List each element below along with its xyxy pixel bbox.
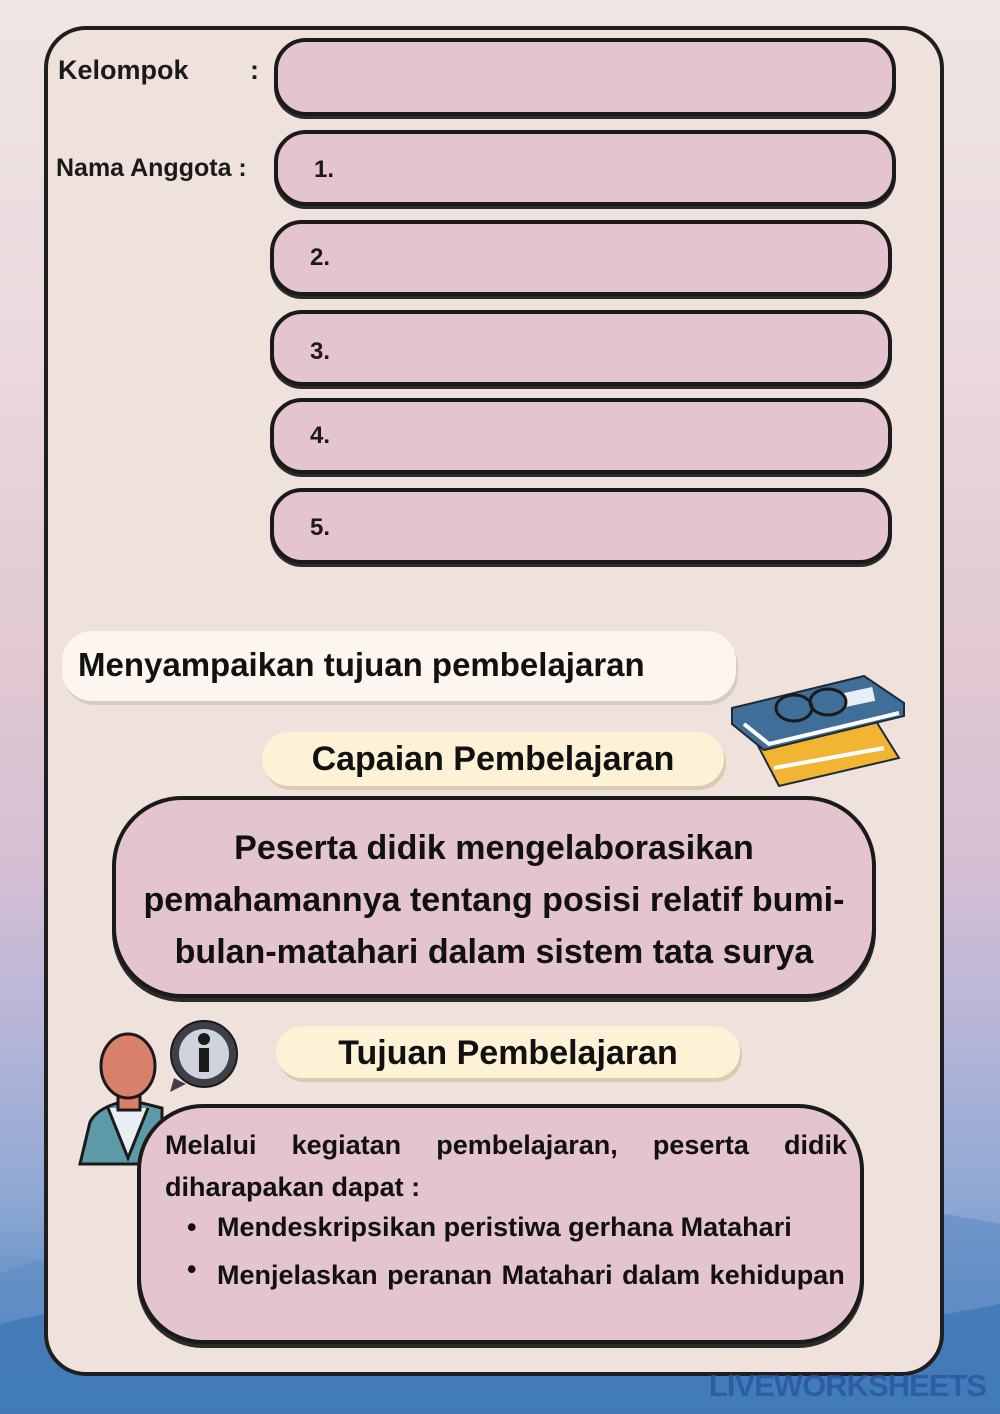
capaian-box — [112, 796, 876, 998]
member-number: 3. — [310, 338, 331, 365]
capaian-line: pemahamannya tentang posisi relatif bumi- — [143, 881, 845, 919]
liveworksheets-logo: LIVEWORKSHEETS — [708, 1368, 986, 1403]
tujuan-intro-line1: Melalui kegiatan pembelajaran, peserta didik — [165, 1130, 847, 1160]
books-with-glasses-icon — [724, 668, 914, 798]
capaian-line: Peserta didik mengelaborasikan — [234, 829, 754, 867]
kelompok-input[interactable] — [314, 42, 878, 114]
capaian-line: bulan-matahari dalam sistem tata surya — [174, 933, 814, 971]
member-number: 4. — [310, 422, 331, 449]
kelompok-colon: : — [250, 55, 259, 85]
capaian-heading: Capaian Pembelajaran — [262, 732, 724, 786]
member-field-2[interactable] — [270, 220, 892, 296]
info-icon — [166, 1018, 242, 1094]
member-number: 5. — [310, 514, 331, 541]
member-field-1[interactable] — [274, 130, 896, 206]
member-field-3[interactable] — [270, 310, 892, 386]
member-field-4[interactable] — [270, 398, 892, 474]
member-number: 1. — [314, 156, 335, 183]
kelompok-field[interactable] — [274, 38, 896, 116]
tujuan-intro-line2: diharapakan dapat : — [165, 1172, 421, 1202]
nama-anggota-label: Nama Anggota : — [56, 154, 247, 182]
section-title: Menyampaikan tujuan pembelajaran — [62, 631, 736, 701]
tujuan-bullet: Mendeskripsikan peristiwa gerhana Matahari — [217, 1212, 792, 1242]
tujuan-bullet: Menjelaskan peranan Matahari dalam kehidupan — [217, 1260, 845, 1290]
tujuan-box — [137, 1104, 864, 1344]
member-field-5[interactable] — [270, 488, 892, 564]
member-number: 2. — [310, 244, 331, 271]
kelompok-label: Kelompok — [58, 55, 189, 85]
tujuan-heading: Tujuan Pembelajaran — [276, 1026, 740, 1078]
bullet-dot-icon: • — [187, 1212, 197, 1242]
bullet-dot-icon: • — [187, 1254, 197, 1284]
